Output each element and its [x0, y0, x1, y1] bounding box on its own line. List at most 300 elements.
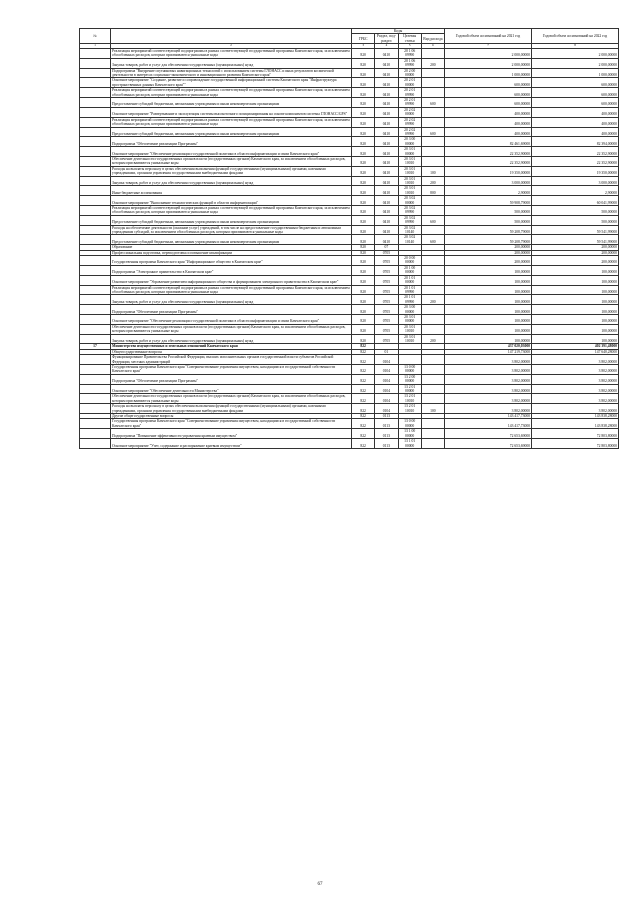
row-amount-2022: 22 352,90000	[532, 147, 619, 157]
row-amount-2022: 100,00000	[532, 324, 619, 334]
row-number	[80, 295, 111, 305]
row-section: 0410	[375, 49, 398, 59]
row-section: 07	[375, 245, 398, 250]
row-name: Подпрограмма "Обеспечение реализации Программы"	[111, 305, 352, 315]
row-article: 20 2 01 09990	[398, 98, 421, 108]
row-amount-2021: 19 350,00000	[445, 166, 532, 176]
row-amount-2022: 402 391,48000	[532, 344, 619, 349]
row-number	[80, 275, 111, 285]
row-number	[80, 196, 111, 206]
row-amount-2021: 400,00000	[445, 117, 532, 127]
row-article: 20 2 00 00000	[398, 68, 421, 78]
row-section: 0705	[375, 334, 398, 344]
row-name: Расходы на обеспечение деятельности (оказание услуг) учреждений, в том числе на предоставление государственным бюджетным и автономным учреждениям субсидий, за исключением обособленных расходов, которым присваиваются уникальные коды	[111, 225, 352, 235]
row-number	[80, 78, 111, 88]
row-amount-2022: 100,00000	[532, 314, 619, 324]
row-name: Основное мероприятие "Обеспечение реализации государственной политики в области информатизации и связи Камчатского края"	[111, 147, 352, 157]
row-grbs: 820	[352, 58, 375, 68]
row-number	[80, 156, 111, 166]
row-article: 20 3 00 00000	[398, 305, 421, 315]
row-name: Реализация мероприятий соответствующей подпрограммы в рамках соответствующей государственной программы Камчатского края, за исключением обособленных расходов, которым присваиваются уникальные коды	[112, 117, 350, 127]
row-article: 20 3 02 10140	[398, 225, 421, 235]
row-number	[80, 68, 111, 78]
row-section: 0104	[375, 365, 398, 375]
row-amount-2022: 72 803,80000	[532, 439, 619, 449]
row-amount-2021: 600,00000	[445, 78, 532, 88]
row-amount-2021: 500,00000	[445, 215, 532, 225]
row-amount-2021: 143 417,73000	[445, 419, 532, 429]
row-kind	[421, 394, 444, 404]
row-name: Реализация мероприятий соответствующей подпрограммы в рамках соответствующей государственной программы Камчатского края, за исключением обособленных расходов, которым присваиваются уникальные коды	[112, 88, 350, 97]
row-section: 0410	[375, 58, 398, 68]
row-amount-2021: 200,00000	[445, 250, 532, 255]
row-name: Закупка товаров, работ и услуг для обеспечения государственных (муниципальных) нужд	[111, 295, 352, 305]
row-article: 20 3 01 10010	[398, 156, 421, 166]
table-row	[80, 275, 619, 285]
row-grbs: 820	[352, 49, 375, 59]
row-amount-2021: 3 000,00000	[445, 176, 532, 186]
column-index: 4	[375, 44, 398, 49]
header-kind: Вид расхода	[421, 34, 444, 44]
row-amount-2021: 59 908,79000	[445, 196, 532, 206]
row-grbs: 822	[352, 365, 375, 375]
row-section: 0104	[375, 384, 398, 394]
row-section: 0410	[375, 225, 398, 235]
row-kind	[421, 355, 444, 365]
row-amount-2022: 3 802,00000	[532, 355, 619, 365]
table-row	[80, 429, 619, 439]
row-article: 20 1 01 09990	[398, 285, 421, 295]
row-kind	[421, 206, 444, 216]
row-amount-2021: 200,00000	[445, 245, 532, 250]
row-amount-2021: 3 802,00000	[445, 404, 532, 414]
row-amount-2021: 147 219,73000	[445, 349, 532, 354]
row-number: 17	[80, 344, 111, 349]
row-amount-2021: 22 352,90000	[445, 156, 532, 166]
row-amount-2021: 400,00000	[445, 107, 532, 117]
row-section: 0410	[375, 88, 398, 98]
row-amount-2021: 100,00000	[445, 295, 532, 305]
table-row	[80, 439, 619, 449]
row-article: 20 3 02 00000	[398, 196, 421, 206]
row-number	[80, 374, 111, 384]
row-amount-2022: 143 838,28000	[532, 414, 619, 419]
row-number	[80, 256, 111, 266]
row-section: 0410	[375, 107, 398, 117]
row-grbs: 820	[352, 117, 375, 127]
table-row	[80, 147, 619, 157]
budget-table	[79, 28, 619, 449]
row-grbs: 820	[352, 314, 375, 324]
row-amount-2021: 3 802,00000	[445, 355, 532, 365]
row-amount-2022: 400,00000	[532, 117, 619, 127]
row-amount-2022: 147 640,28000	[532, 349, 619, 354]
row-name: Подпрограмма "Повышение эффективности управления краевым имуществом"	[111, 429, 352, 439]
row-kind	[421, 156, 444, 166]
row-amount-2021: 1 000,00000	[445, 68, 532, 78]
row-name: Профессиональная подготовка, переподготовка и повышение квалификации	[111, 250, 352, 255]
column-index: 5	[398, 44, 421, 49]
row-kind	[421, 137, 444, 147]
row-article: 13 2 00 00000	[398, 374, 421, 384]
row-article: 20 3 01 00000	[398, 147, 421, 157]
row-kind	[421, 147, 444, 157]
row-amount-2022: 82 394,00000	[532, 137, 619, 147]
row-grbs: 820	[352, 235, 375, 245]
row-kind: 200	[421, 334, 444, 344]
table-row	[80, 137, 619, 147]
row-article: 20 2 02 09990	[398, 117, 421, 127]
row-name: Подпрограмма "Внедрение спутниковых навигационных технологий с использованием системы ГЛОНАСС и иных результатов космической деятельности в интересах социально-экономического и инновационного развития Камчатского края"	[111, 68, 352, 78]
row-grbs: 822	[352, 374, 375, 384]
row-article: 20 3 02 09990	[398, 215, 421, 225]
row-grbs: 820	[352, 295, 375, 305]
row-kind	[421, 305, 444, 315]
row-amount-2021: 100,00000	[445, 275, 532, 285]
row-name: Расходы на выплаты персоналу в целях обеспечения выполнения функций государственными (муниципальными) органами, казенными учреждениями, органами управления государственными внебюджетными фондами	[111, 166, 352, 176]
row-amount-2021: 72 653,69000	[445, 439, 532, 449]
row-grbs: 822	[352, 414, 375, 419]
header-year-2022: Годовой объем ассигнований на 2022 год	[532, 29, 619, 44]
row-grbs: 820	[352, 156, 375, 166]
row-kind	[421, 196, 444, 206]
row-kind	[421, 117, 444, 127]
row-amount-2021: 82 461,69000	[445, 137, 532, 147]
row-amount-2022: 3 802,00000	[532, 374, 619, 384]
header-article: Целевая статья	[398, 34, 421, 44]
row-grbs: 822	[352, 355, 375, 365]
row-amount-2021: 200,00000	[445, 256, 532, 266]
table-row	[80, 314, 619, 324]
row-section: 0705	[375, 314, 398, 324]
row-article: 20 3 01 10010	[398, 166, 421, 176]
row-section: 0104	[375, 394, 398, 404]
table-row	[80, 404, 619, 414]
column-index: 7	[445, 44, 532, 49]
row-grbs: 820	[352, 334, 375, 344]
table-row	[80, 186, 619, 196]
row-article: 20 3 01 00000	[398, 314, 421, 324]
row-kind	[421, 265, 444, 275]
row-amount-2022: 100,00000	[532, 334, 619, 344]
row-article: 13 2 01 00000	[398, 384, 421, 394]
row-amount-2022: 200,00000	[532, 256, 619, 266]
table-row	[80, 384, 619, 394]
row-amount-2021: 100,00000	[445, 324, 532, 334]
row-section: 0410	[375, 196, 398, 206]
row-grbs: 822	[352, 404, 375, 414]
row-grbs: 820	[352, 285, 375, 295]
table-row	[80, 355, 619, 365]
row-number	[80, 147, 111, 157]
row-grbs: 820	[352, 225, 375, 235]
row-article: 20 1 06 09990	[398, 49, 421, 59]
row-grbs: 822	[352, 349, 375, 354]
row-grbs: 820	[352, 275, 375, 285]
row-name: Реализация мероприятий соответствующей подпрограммы в рамках соответствующей государственной программы Камчатского края, за исключением обособленных расходов, которым присваиваются уникальные коды	[112, 285, 350, 294]
row-kind	[421, 374, 444, 384]
table-row	[80, 235, 619, 245]
table-row	[80, 324, 619, 334]
row-amount-2022: 2,90000	[532, 186, 619, 196]
table-row	[80, 225, 619, 235]
row-name: Закупка товаров, работ и услуг для обеспечения государственных (муниципальных) нужд	[111, 176, 352, 186]
row-article: 13 0 00 00000	[398, 365, 421, 375]
row-number	[80, 265, 111, 275]
row-kind	[421, 88, 444, 98]
row-grbs: 820	[352, 196, 375, 206]
row-name: Государственная программа Камчатского края "Информационное общество в Камчатском крае"	[111, 256, 352, 266]
row-amount-2022: 100,00000	[532, 285, 619, 295]
row-section: 0410	[375, 215, 398, 225]
row-article: 20 1 00 00000	[398, 265, 421, 275]
row-kind: 200	[421, 295, 444, 305]
row-name: Подпрограмма "Обеспечение реализации Программы"	[111, 374, 352, 384]
row-article: 20 3 02 10140	[398, 235, 421, 245]
row-amount-2021: 500,00000	[445, 206, 532, 216]
row-section: 0705	[375, 295, 398, 305]
row-kind	[421, 285, 444, 295]
table-row	[80, 265, 619, 275]
row-name: Предоставление субсидий бюджетным, автономным учреждениям и иным некоммерческим организациям	[111, 215, 352, 225]
row-grbs: 822	[352, 439, 375, 449]
row-article: 20 3 01 10010	[398, 334, 421, 344]
row-section: 0705	[375, 305, 398, 315]
row-amount-2022: 400,00000	[532, 127, 619, 137]
table-row	[80, 98, 619, 108]
row-kind: 200	[421, 176, 444, 186]
row-name: Образование	[111, 245, 352, 250]
row-number	[80, 127, 111, 137]
row-amount-2021: 3 802,00000	[445, 394, 532, 404]
row-number	[80, 429, 111, 439]
row-section: 0113	[375, 429, 398, 439]
table-row	[80, 394, 619, 404]
row-kind: 200	[421, 58, 444, 68]
row-amount-2022: 200,00000	[532, 245, 619, 250]
row-section: 0410	[375, 117, 398, 127]
column-index: 3	[352, 44, 375, 49]
table-row	[80, 215, 619, 225]
row-name: Основное мероприятие "Создание, развитие и сопровождение государственной информационной системы Камчатского края "Инфраструктура пространственных данных Камчатского края""	[111, 78, 352, 88]
row-amount-2021: 3 802,00000	[445, 365, 532, 375]
row-number	[80, 215, 111, 225]
table-row	[80, 365, 619, 375]
row-section: 0705	[375, 256, 398, 266]
row-name: Государственная программа Камчатского края "Совершенствование управления имуществом, находящимся в государственной собственности Камчатского края"	[111, 419, 352, 429]
row-section: 0410	[375, 68, 398, 78]
row-number	[80, 107, 111, 117]
table-row	[80, 117, 619, 127]
table-row	[80, 206, 619, 216]
row-kind: 100	[421, 404, 444, 414]
row-grbs: 822	[352, 344, 375, 349]
header-section: Раздел, под-раздел	[375, 34, 398, 44]
row-amount-2022: 600,00000	[532, 88, 619, 98]
row-name: Государственная программа Камчатского края "Совершенствование управления имуществом, находящимся в государственной собственности Камчатского края"	[111, 365, 352, 375]
row-grbs: 822	[352, 419, 375, 429]
row-amount-2022: 3 000,00000	[532, 176, 619, 186]
row-amount-2022: 200,00000	[532, 250, 619, 255]
row-kind	[421, 365, 444, 375]
row-amount-2022: 59 541,99000	[532, 225, 619, 235]
row-section: 0410	[375, 206, 398, 216]
row-kind: 800	[421, 186, 444, 196]
table-row	[80, 88, 619, 98]
row-amount-2021: 437 020,03000	[445, 344, 532, 349]
row-section: 0104	[375, 404, 398, 414]
row-amount-2021: 72 653,69000	[445, 429, 532, 439]
row-grbs: 822	[352, 384, 375, 394]
row-grbs: 820	[352, 250, 375, 255]
column-index: 8	[532, 44, 619, 49]
table-row	[80, 107, 619, 117]
row-number	[80, 419, 111, 429]
row-article: 20 3 00 00000	[398, 137, 421, 147]
row-amount-2022: 500,00000	[532, 215, 619, 225]
table-row	[80, 305, 619, 315]
row-section: 0705	[375, 265, 398, 275]
row-number	[80, 404, 111, 414]
row-grbs: 820	[352, 176, 375, 186]
row-amount-2022: 600,00000	[532, 78, 619, 88]
row-article: 20 2 01 00000	[398, 78, 421, 88]
row-article: 13 2 01 10010	[398, 404, 421, 414]
row-grbs: 820	[352, 137, 375, 147]
row-article	[398, 355, 421, 365]
row-name: Обеспечение деятельности государственных органов власти (государственных органов) Камчатского края, за исключением обособленных расходов, которым присваиваются уникальные коды	[111, 324, 352, 334]
row-name: Предоставление субсидий бюджетным, автономным учреждениям и иным некоммерческим организациям	[111, 98, 352, 108]
row-grbs: 820	[352, 206, 375, 216]
row-amount-2021: 3 802,00000	[445, 384, 532, 394]
row-amount-2022: 100,00000	[532, 265, 619, 275]
row-grbs: 820	[352, 78, 375, 88]
row-grbs: 820	[352, 324, 375, 334]
row-amount-2021: 143 417,73000	[445, 414, 532, 419]
table-row	[80, 166, 619, 176]
row-amount-2021: 22 352,90000	[445, 147, 532, 157]
row-amount-2021: 59 208,79000	[445, 225, 532, 235]
row-amount-2022: 3 802,00000	[532, 394, 619, 404]
table-row	[80, 68, 619, 78]
row-name: Обеспечение деятельности государственных органов власти (государственных органов) Камчатского края, за исключением обособленных расходов, которым присваиваются уникальные коды	[111, 394, 352, 404]
row-section: 0410	[375, 147, 398, 157]
row-kind: 600	[421, 235, 444, 245]
row-kind	[421, 107, 444, 117]
row-article: 13 1 01 00000	[398, 439, 421, 449]
column-index: 1	[80, 44, 111, 49]
row-article: 20 2 02 00000	[398, 107, 421, 117]
row-kind	[421, 256, 444, 266]
row-amount-2022: 19 350,00000	[532, 166, 619, 176]
row-amount-2022: 59 541,99000	[532, 235, 619, 245]
row-name: Подпрограмма "Обеспечение реализации Программы"	[111, 137, 352, 147]
row-amount-2021: 100,00000	[445, 334, 532, 344]
row-amount-2021: 3 802,00000	[445, 374, 532, 384]
row-section: 0104	[375, 374, 398, 384]
row-amount-2021: 600,00000	[445, 98, 532, 108]
header-codes: Коды	[352, 29, 445, 34]
row-kind	[421, 49, 444, 59]
row-grbs: 820	[352, 127, 375, 137]
row-kind	[421, 384, 444, 394]
table-row	[80, 156, 619, 166]
row-section: 0113	[375, 414, 398, 419]
row-amount-2021: 100,00000	[445, 265, 532, 275]
row-number	[80, 285, 111, 295]
row-amount-2022: 1 000,00000	[532, 68, 619, 78]
row-amount-2021: 2 000,00000	[445, 58, 532, 68]
row-number	[80, 305, 111, 315]
row-number	[80, 166, 111, 176]
row-number	[80, 186, 111, 196]
row-number	[80, 439, 111, 449]
row-section: 0705	[375, 275, 398, 285]
row-grbs: 820	[352, 215, 375, 225]
row-kind	[421, 314, 444, 324]
row-number	[80, 206, 111, 216]
row-section: 0113	[375, 439, 398, 449]
row-amount-2022: 3 802,00000	[532, 384, 619, 394]
row-article: 20 0 00 00000	[398, 256, 421, 266]
row-amount-2022: 600,00000	[532, 98, 619, 108]
page-number: 67	[317, 882, 323, 887]
row-kind: 100	[421, 166, 444, 176]
row-section: 0410	[375, 137, 398, 147]
table-row	[80, 285, 619, 295]
row-name: Основное мероприятие "Учет, содержание и распоряжение краевым имуществом"	[111, 439, 352, 449]
row-number	[80, 88, 111, 98]
row-name: Реализация мероприятий соответствующей подпрограммы в рамках соответствующей государственной программы Камчатского края, за исключением обособленных расходов, которым присваиваются уникальные коды	[112, 206, 350, 215]
row-article: 20 1 06 09990	[398, 58, 421, 68]
row-name: Другие общегосударственные вопросы	[111, 414, 352, 419]
row-name: Предоставление субсидий бюджетным, автономным учреждениям и иным некоммерческим организациям	[111, 235, 352, 245]
row-article: 20 3 01 10010	[398, 186, 421, 196]
row-kind: 600	[421, 127, 444, 137]
row-amount-2022: 2 000,00000	[532, 58, 619, 68]
row-grbs: 822	[352, 429, 375, 439]
row-article: 20 3 02 09990	[398, 206, 421, 216]
row-section: 0104	[375, 355, 398, 365]
row-name: Иные бюджетные ассигнования	[111, 186, 352, 196]
row-grbs: 822	[352, 394, 375, 404]
row-number	[80, 365, 111, 375]
row-article: 20 2 02 09990	[398, 127, 421, 137]
row-amount-2022: 60 041,99000	[532, 196, 619, 206]
row-grbs: 820	[352, 166, 375, 176]
row-section: 0410	[375, 166, 398, 176]
row-article: 20 2 01 09990	[398, 88, 421, 98]
table-row	[80, 58, 619, 68]
row-name: Основное мероприятие "Обеспечение реализации государственной политики в области информатизации и связи Камчатского края"	[111, 314, 352, 324]
row-kind	[421, 68, 444, 78]
row-name: Подпрограмма "Электронное правительство в Камчатском крае"	[111, 265, 352, 275]
row-name: Расходы на выплаты персоналу в целях обеспечения выполнения функций государственными (муниципальными) органами, казенными учреждениями, органами управления государственными внебюджетными фондами	[111, 404, 352, 414]
row-section: 0705	[375, 285, 398, 295]
table-row	[80, 196, 619, 206]
column-index: 2	[111, 44, 352, 49]
row-grbs: 820	[352, 256, 375, 266]
row-grbs: 820	[352, 265, 375, 275]
row-amount-2022: 2 000,00000	[532, 49, 619, 59]
row-section: 0705	[375, 250, 398, 255]
row-kind	[421, 419, 444, 429]
row-number	[80, 176, 111, 186]
row-name: Министерство имущественных и земельных отношений Камчатского края	[111, 344, 352, 349]
row-section: 0410	[375, 98, 398, 108]
row-article: 20 1 01 09990	[398, 295, 421, 305]
row-number	[80, 384, 111, 394]
